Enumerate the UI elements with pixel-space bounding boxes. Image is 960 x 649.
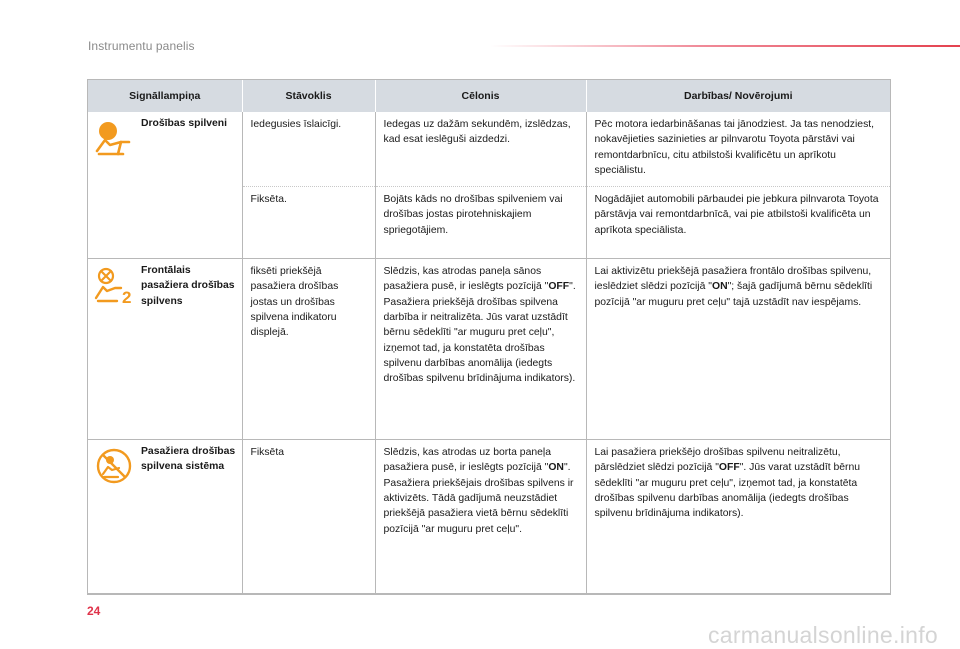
column-header: Darbības/ Novērojumi	[586, 80, 890, 112]
lamp-name: Pasažiera drošības spilvena sistēma	[141, 446, 236, 473]
action-cell: Lai aktivizētu priekšējā pasažiera frontālo drošības spilvenu, ieslēdziet slēdzi pozīcijā "ON"; šajā gadījumā bērnu sēdeklīti pozīcijā "ar muguru pret ceļu" tajā uzstādīt nav iespējams.	[586, 259, 890, 440]
table-header-row	[88, 80, 890, 112]
warning-lamps-table	[87, 79, 891, 595]
watermark: carmanualsonline.info	[707, 622, 938, 648]
lamp-name: Drošības spilveni	[141, 118, 228, 129]
cause-cell: Slēdzis, kas atrodas uz borta paneļa pasažiera pusē, ir ieslēgts pozīcijā "ON". Pasažiera priekšējais drošības spilvens ir aktivizēts. Tādā gadījumā neuzstādiet priekšējā pasažiera vietā bērnu sēdeklīti pozīcijā "ar muguru pret ceļu".	[375, 440, 586, 594]
state-cell: fiksēti priekšējā pasažiera drošības jostas un drošības spilvena indikatoru displejā.	[242, 259, 375, 440]
airbag-warning-icon	[93, 118, 135, 158]
lamp-cell	[88, 259, 242, 440]
table-row	[88, 112, 890, 187]
state-cell: Fiksēta	[242, 440, 375, 594]
cause-cell: Bojāts kāds no drošības spilveniem vai drošības jostas pirotehniskajiem spriegotājiem.	[375, 187, 586, 259]
passenger-airbag-off-icon	[93, 265, 135, 305]
state-cell: Iedegusies īslaicīgi.	[242, 112, 375, 187]
table-row	[88, 259, 890, 440]
action-cell: Nogādājiet automobili pārbaudei pie jebkura pilnvarota Toyota pārstāvja vai remontdarbnīcā, vai pie atbilstoši kvalificēta un aprīkota speciālista.	[586, 187, 890, 259]
column-header: Cēlonis	[375, 80, 586, 112]
page-number: 24	[87, 604, 101, 618]
header-accent-bar	[490, 45, 960, 47]
lamp-cell	[88, 440, 242, 594]
page-header-title: Instrumentu panelis	[88, 39, 195, 53]
action-cell: Lai pasažiera priekšējo drošības spilvenu neitralizētu, pārslēdziet slēdzi pozīcijā "OFF". Jūs varat uzstādīt bērnu sēdeklīti "ar muguru pret ceļu", izņemot tad, ja konstatēta drošības spilvenu darbības anomālija (iedegts drošības spilvenu brīdinājuma indikators).	[586, 440, 890, 594]
cause-cell: Iedegas uz dažām sekundēm, izslēdzas, kad esat ieslēguši aizdedzi.	[375, 112, 586, 187]
passenger-airbag-system-icon	[93, 446, 135, 486]
column-header: Signāllampiņa	[88, 80, 242, 112]
table-row	[88, 440, 890, 594]
lamp-cell	[88, 112, 242, 259]
cause-cell: Slēdzis, kas atrodas paneļa sānos pasažiera pusē, ir ieslēgts pozīcijā "OFF". Pasažiera priekšējā drošības spilvena darbība ir neitralizēta. Jūs varat uzstādīt bērnu sēdeklīti "ar muguru pret ceļu", izņemot tad, ja konstatēta drošības spilvenu darbības anomālija (iedegts drošības spilvenu brīdinājuma indikators).	[375, 259, 586, 440]
svg-text:2: 2	[122, 288, 132, 306]
column-header: Stāvoklis	[242, 80, 375, 112]
action-cell: Pēc motora iedarbināšanas tai jānodziest. Ja tas nenodziest, nokavējieties sazinieties ar pilnvarotu Toyota pārstāvi vai remontdarbnīcu, citu atbilstoši kvalificētu un aprīkotu speciālistu.	[586, 112, 890, 187]
lamp-name: Frontālais pasažiera drošības spilvens	[141, 265, 235, 307]
state-cell: Fiksēta.	[242, 187, 375, 259]
